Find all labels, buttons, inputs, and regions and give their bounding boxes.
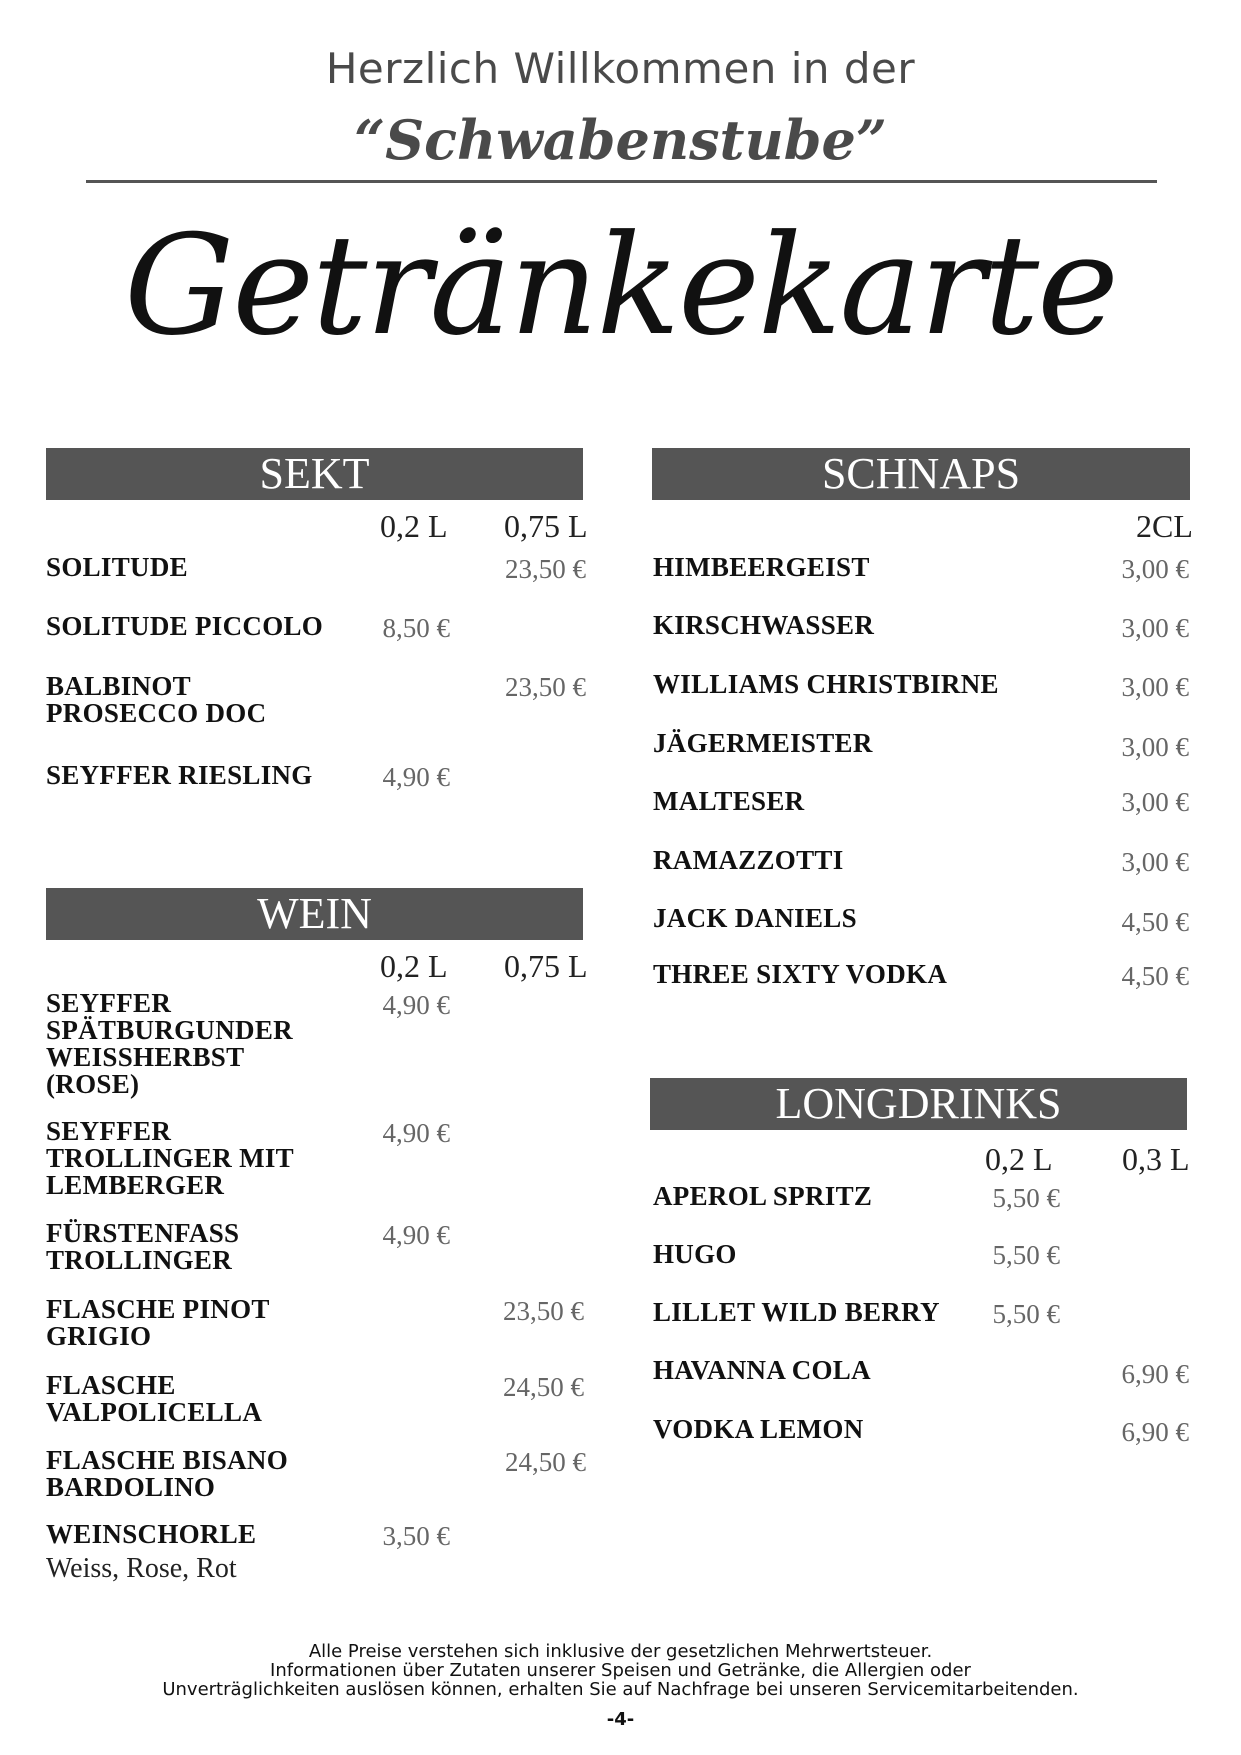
longdrinks-item-aperol: APEROL SPRITZ <box>653 1181 873 1211</box>
schnaps-item-jaegermeister: JÄGERMEISTER <box>653 728 873 758</box>
wein-item-pinot-grigio: FLASCHE PINOT GRIGIO <box>46 1294 270 1351</box>
schnaps-jack-daniels-price: 4,50 € <box>1121 907 1189 937</box>
section-header-longdrinks: LONGDRINKS <box>650 1078 1187 1130</box>
longdrinks-item-lillet: LILLET WILD BERRY <box>653 1297 940 1327</box>
sekt-solitude-price-075: 23,50 € <box>505 554 586 584</box>
schnaps-col-2cl: 2CL <box>1136 508 1193 544</box>
page-number: -4- <box>606 1709 635 1730</box>
longdrinks-hugo-price-02: 5,50 € <box>992 1240 1060 1270</box>
schnaps-item-himbeergeist: HIMBEERGEIST <box>653 552 870 582</box>
sekt-item-solitude-piccolo: SOLITUDE PICCOLO <box>46 611 324 641</box>
footer-allergen-note-2: Unverträglichkeiten auslösen können, erhalten Sie auf Nachfrage bei unseren Servicemitarbeitenden. <box>162 1679 1079 1700</box>
schnaps-item-three-sixty: THREE SIXTY VODKA <box>653 959 948 989</box>
schnaps-jaegermeister-price: 3,00 € <box>1121 732 1189 762</box>
wein-fuerstenfass-price-02: 4,90 € <box>382 1220 450 1250</box>
wein-col-0-2l: 0,2 L <box>380 948 448 984</box>
schnaps-himbeergeist-price: 3,00 € <box>1121 554 1189 584</box>
sekt-riesling-price-02: 4,90 € <box>382 762 450 792</box>
wein-item-bardolino: FLASCHE BISANO BARDOLINO <box>46 1445 289 1502</box>
wein-schorle-price-02: 3,50 € <box>382 1521 450 1551</box>
schnaps-ramazzotti-price: 3,00 € <box>1121 847 1189 877</box>
longdrinks-item-hugo: HUGO <box>653 1239 737 1269</box>
sekt-col-0-75l: 0,75 L <box>504 508 588 544</box>
longdrinks-aperol-price-02: 5,50 € <box>992 1183 1060 1213</box>
schnaps-kirschwasser-price: 3,00 € <box>1121 613 1189 643</box>
section-header-wein: WEIN <box>46 888 583 940</box>
longdrinks-lillet-price-02: 5,50 € <box>992 1299 1060 1329</box>
sekt-item-seyffer-riesling: SEYFFER RIESLING <box>46 760 313 790</box>
schnaps-three-sixty-price: 4,50 € <box>1121 961 1189 991</box>
schnaps-williams-price: 3,00 € <box>1121 672 1189 702</box>
section-header-schnaps: SCHNAPS <box>652 448 1190 500</box>
wein-trollinger-price-02: 4,90 € <box>382 1118 450 1148</box>
wein-col-0-75l: 0,75 L <box>504 948 588 984</box>
wein-valpolicella-price-075: 24,50 € <box>503 1372 584 1402</box>
longdrinks-item-havanna: HAVANNA COLA <box>653 1355 871 1385</box>
sekt-col-0-2l: 0,2 L <box>380 508 448 544</box>
wein-bardolino-price-075: 24,50 € <box>505 1447 586 1477</box>
wein-item-weinschorle: WEINSCHORLE <box>46 1519 257 1549</box>
footer-allergen-note-1: Informationen über Zutaten unserer Speisen und Getränke, die Allergien oder <box>270 1660 971 1681</box>
schnaps-item-williams: WILLIAMS CHRISTBIRNE <box>653 669 999 699</box>
sekt-item-balbinot: BALBINOT PROSECCO DOC <box>46 671 267 728</box>
wein-item-seyffer-spaetburgunder: SEYFFER SPÄTBURGUNDER WEISSHERBST (ROSE) <box>46 988 293 1099</box>
welcome-text: Herzlich Willkommen in der <box>325 44 916 93</box>
schnaps-item-ramazzotti: RAMAZZOTTI <box>653 845 844 875</box>
schnaps-item-kirschwasser: KIRSCHWASSER <box>653 610 875 640</box>
wein-pinot-price-075: 23,50 € <box>503 1296 584 1326</box>
wein-item-seyffer-trollinger: SEYFFER TROLLINGER MIT LEMBERGER <box>46 1116 294 1200</box>
schnaps-malteser-price: 3,00 € <box>1121 787 1189 817</box>
longdrinks-havanna-price-03: 6,90 € <box>1121 1359 1189 1389</box>
schnaps-item-jack-daniels: JACK DANIELS <box>653 903 857 933</box>
longdrinks-vodka-lemon-price-03: 6,90 € <box>1121 1417 1189 1447</box>
sekt-piccolo-price-02: 8,50 € <box>382 613 450 643</box>
sekt-balbinot-price-075: 23,50 € <box>505 672 586 702</box>
wein-item-fuerstenfass: FÜRSTENFASS TROLLINGER <box>46 1218 240 1275</box>
menu-title: Getränkekarte <box>124 205 1117 366</box>
longdrinks-item-vodka-lemon: VODKA LEMON <box>653 1414 864 1444</box>
longdrinks-col-0-2l: 0,2 L <box>985 1141 1053 1177</box>
wein-spaetburgunder-price-02: 4,90 € <box>382 990 450 1020</box>
sekt-item-solitude: SOLITUDE <box>46 552 188 582</box>
section-header-sekt: SEKT <box>46 448 583 500</box>
wein-item-valpolicella: FLASCHE VALPOLICELLA <box>46 1370 263 1427</box>
header-divider <box>86 180 1157 183</box>
schnaps-item-malteser: MALTESER <box>653 786 805 816</box>
footer-vat-note: Alle Preise verstehen sich inklusive der gesetzlichen Mehrwertsteuer. <box>308 1641 933 1662</box>
restaurant-name: “Schwabenstube” <box>354 108 887 172</box>
longdrinks-col-0-3l: 0,3 L <box>1122 1141 1190 1177</box>
wein-schorle-note: Weiss, Rose, Rot <box>46 1553 237 1584</box>
